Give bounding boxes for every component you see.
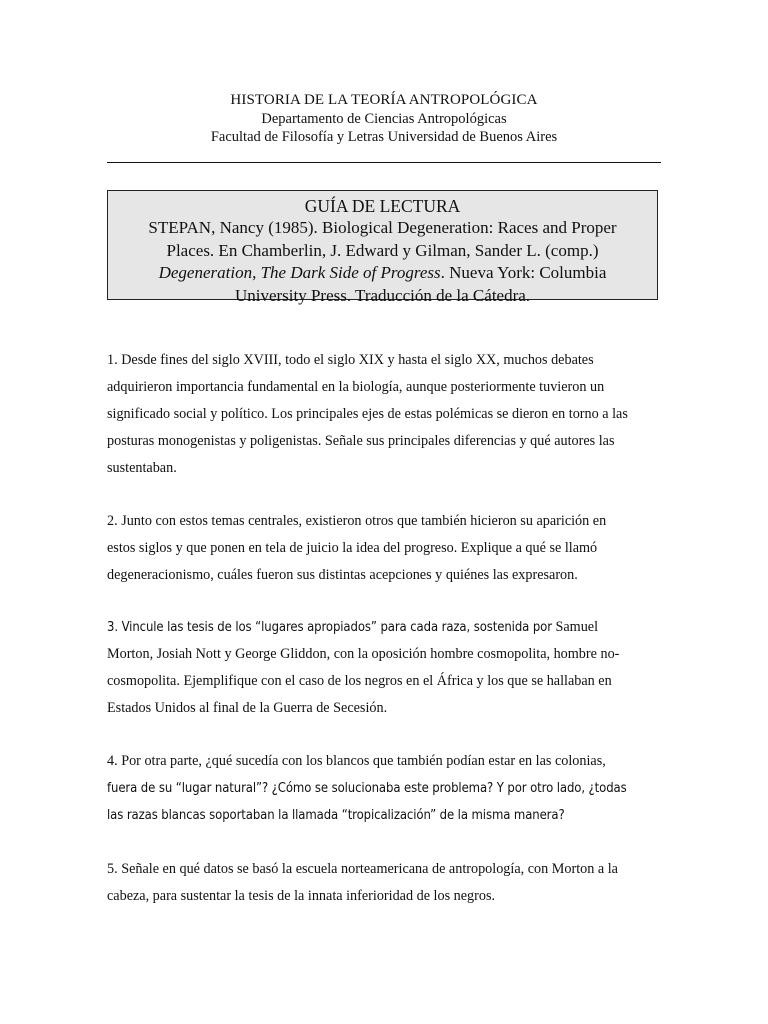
document-header [0,91,768,146]
question-line: significado social y político. Los principales ejes de estas polémicas se dieron en torno a las [107,406,628,422]
faculty-name: Facultad de Filosofía y Letras Universidad de Buenos Aires [210,129,558,145]
question-line: las razas blancas soportaban la llamada “tropicalización” de la misma manera? [107,808,565,823]
question-4 [107,748,661,829]
question-line: adquirieron importancia fundamental en la biología, aunque posteriormente tuvieron un [107,379,605,395]
reference-line-1: STEPAN, Nancy (1985). Biological Degeneration: Races and Proper [148,218,617,237]
question-line-alt-font: 3. Vincule las tesis de los “lugares apropiados” para cada raza, sostenida por [107,620,552,635]
reading-guide-title: GUÍA DE LECTURA [304,196,461,216]
question-line: Estados Unidos al final de la Guerra de Secesión. [107,700,388,716]
question-5 [107,856,661,910]
question-line: 1. Desde fines del siglo XVIII, todo el siglo XIX y hasta el siglo XX, muchos debates [107,352,594,368]
course-title: HISTORIA DE LA TEORÍA ANTROPOLÓGICA [230,92,538,108]
question-line [107,614,661,641]
question-line: cabeza, para sustentar la tesis de la innata inferioridad de los negros. [107,888,496,904]
header-divider [107,162,661,163]
question-3 [107,614,661,722]
question-line: cosmopolita. Ejemplifique con el caso de los negros en el África y los que se hallaban en [107,673,612,689]
reference-line-2: Places. En Chamberlin, J. Edward y Gilman, Sander L. (comp.) [166,240,599,260]
question-line: 2. Junto con estos temas centrales, existieron otros que también hicieron su aparición en [107,513,607,529]
reading-guide-box [107,190,658,305]
question-line: 4. Por otra parte, ¿qué sucedía con los blancos que también podían estar en las colonias, [107,753,606,769]
question-line: Morton, Josiah Nott y George Gliddon, con la oposición hombre cosmopolita, hombre no- [107,646,620,662]
department-name: Departamento de Ciencias Antropológicas [261,111,507,127]
reference-line-3 [108,262,657,285]
question-line: fuera de su “lugar natural”? ¿Cómo se solucionaba este problema? Y por otro lado, ¿todas [107,781,627,796]
question-line: sustentaban. [107,460,177,476]
reference-line-4: University Press. Traducción de la Cátedra. [234,285,531,305]
question-2 [107,508,661,589]
question-line: 5. Señale en qué datos se basó la escuela norteamericana de antropología, con Morton a la [107,861,618,877]
question-line: posturas monogenistas y poligenistas. Señale sus principales diferencias y qué autores las [107,433,615,449]
book-title: Degeneration, The Dark Side of Progress [158,263,441,282]
question-line: estos siglos y que ponen en tela de juicio la idea del progreso. Explique a qué se llamó [107,540,598,556]
question-line: degeneracionismo, cuáles fueron sus distintas acepciones y quiénes las expresaron. [107,567,578,583]
publisher-text: . Nueva York: Columbia [440,263,607,282]
question-1 [107,347,661,482]
question-line-rest: Samuel [551,619,599,635]
